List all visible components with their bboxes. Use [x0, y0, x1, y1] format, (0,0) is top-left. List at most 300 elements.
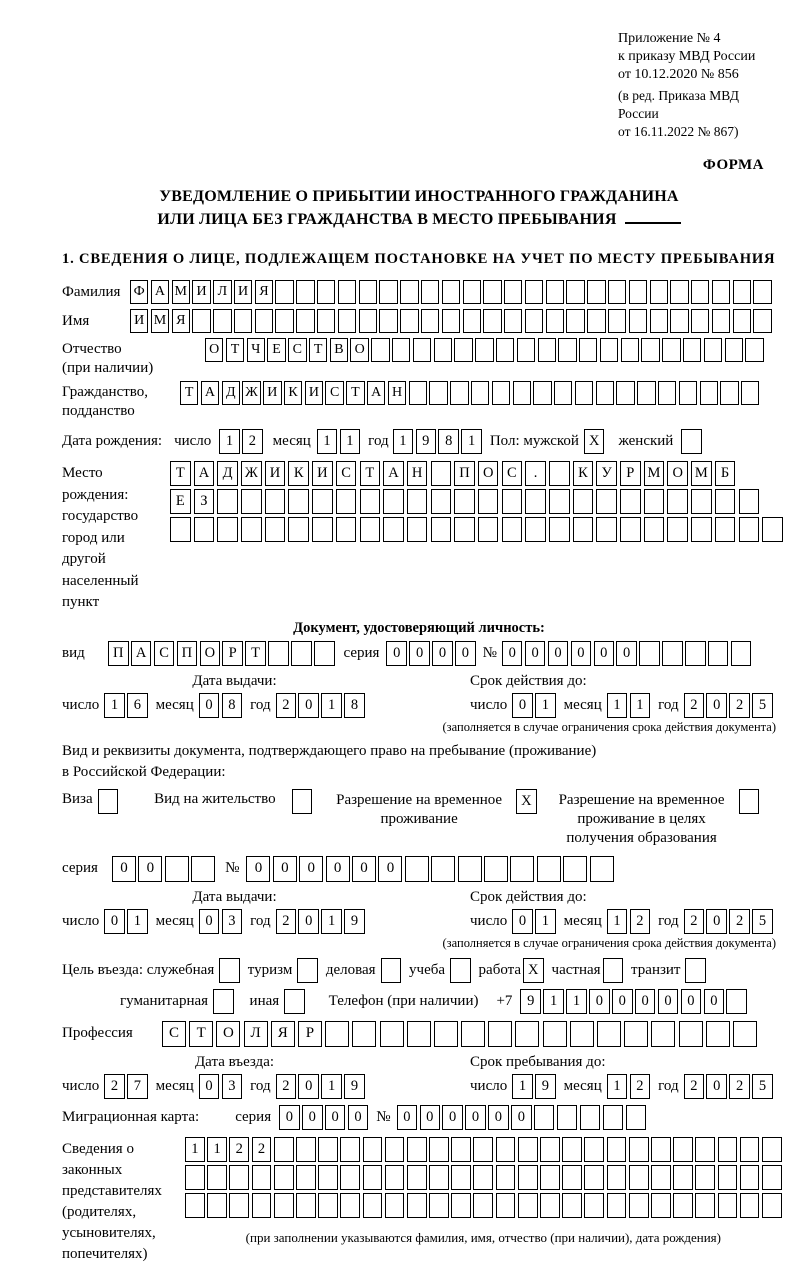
- char-box[interactable]: 0: [397, 1105, 418, 1130]
- char-box[interactable]: [461, 1021, 485, 1047]
- char-box[interactable]: 0: [612, 989, 633, 1014]
- char-box[interactable]: [603, 958, 624, 983]
- char-box[interactable]: [518, 1193, 538, 1218]
- char-box[interactable]: [217, 489, 238, 514]
- char-box[interactable]: Е: [267, 338, 285, 362]
- char-box[interactable]: 2: [729, 909, 750, 934]
- char-box[interactable]: 0: [525, 641, 546, 666]
- birthplace-boxes-line2[interactable]: [170, 489, 783, 514]
- char-box[interactable]: 1: [127, 909, 148, 934]
- char-box[interactable]: [454, 338, 472, 362]
- char-box[interactable]: [407, 1021, 431, 1047]
- char-box[interactable]: [252, 1165, 272, 1190]
- char-box[interactable]: [537, 856, 561, 882]
- char-box[interactable]: Д: [217, 461, 238, 486]
- char-box[interactable]: А: [383, 461, 404, 486]
- char-box[interactable]: [317, 309, 335, 333]
- char-box[interactable]: [525, 309, 543, 333]
- char-box[interactable]: 1: [185, 1137, 205, 1162]
- char-box[interactable]: [562, 1165, 582, 1190]
- char-box[interactable]: С: [502, 461, 523, 486]
- char-box[interactable]: [496, 1137, 516, 1162]
- char-box[interactable]: [192, 309, 210, 333]
- char-box[interactable]: [385, 1165, 405, 1190]
- char-box[interactable]: [762, 1165, 782, 1190]
- char-box[interactable]: 1: [321, 1074, 342, 1099]
- char-box[interactable]: [340, 1193, 360, 1218]
- char-box[interactable]: 0: [571, 641, 592, 666]
- char-box[interactable]: [392, 338, 410, 362]
- char-box[interactable]: 0: [706, 909, 727, 934]
- char-box[interactable]: И: [130, 309, 148, 333]
- char-box[interactable]: [363, 1137, 383, 1162]
- char-box[interactable]: [284, 989, 305, 1014]
- char-box[interactable]: [651, 1021, 675, 1047]
- char-box[interactable]: 2: [630, 909, 651, 934]
- char-box[interactable]: [429, 1193, 449, 1218]
- char-box[interactable]: [733, 280, 751, 304]
- char-box[interactable]: 1: [607, 1074, 628, 1099]
- char-box[interactable]: К: [284, 381, 302, 405]
- char-box[interactable]: 0: [635, 989, 656, 1014]
- char-box[interactable]: А: [367, 381, 385, 405]
- stay-series-boxes[interactable]: [112, 856, 215, 882]
- char-box[interactable]: [407, 489, 428, 514]
- char-box[interactable]: Ч: [247, 338, 265, 362]
- char-box[interactable]: [554, 381, 572, 405]
- char-box[interactable]: [400, 309, 418, 333]
- mig-number-boxes[interactable]: [397, 1105, 646, 1130]
- char-box[interactable]: [296, 309, 314, 333]
- char-box[interactable]: [596, 489, 617, 514]
- char-box[interactable]: [265, 489, 286, 514]
- char-box[interactable]: [442, 309, 460, 333]
- doc-issue-day-boxes[interactable]: [104, 693, 147, 718]
- char-box[interactable]: 1: [321, 693, 342, 718]
- purpose-business-checkbox[interactable]: [381, 958, 402, 983]
- char-box[interactable]: З: [194, 489, 215, 514]
- char-box[interactable]: 2: [229, 1137, 249, 1162]
- char-box[interactable]: [679, 381, 697, 405]
- char-box[interactable]: [629, 280, 647, 304]
- char-box[interactable]: 0: [299, 856, 323, 882]
- char-box[interactable]: [745, 338, 763, 362]
- char-box[interactable]: И: [192, 280, 210, 304]
- char-box[interactable]: [607, 1193, 627, 1218]
- purpose-study-checkbox[interactable]: [450, 958, 471, 983]
- char-box[interactable]: [731, 641, 752, 666]
- char-box[interactable]: 8: [344, 693, 365, 718]
- char-box[interactable]: [429, 1165, 449, 1190]
- char-box[interactable]: [597, 1021, 621, 1047]
- char-box[interactable]: [637, 381, 655, 405]
- char-box[interactable]: [312, 517, 333, 542]
- char-box[interactable]: [662, 641, 683, 666]
- citizenship-boxes[interactable]: [180, 381, 759, 405]
- char-box[interactable]: [563, 856, 587, 882]
- char-box[interactable]: Д: [222, 381, 240, 405]
- char-box[interactable]: [629, 309, 647, 333]
- profession-boxes[interactable]: [162, 1021, 757, 1047]
- char-box[interactable]: [429, 381, 447, 405]
- char-box[interactable]: [540, 1137, 560, 1162]
- char-box[interactable]: [413, 338, 431, 362]
- char-box[interactable]: 2: [242, 429, 263, 454]
- char-box[interactable]: О: [200, 641, 221, 666]
- char-box[interactable]: [641, 338, 659, 362]
- char-box[interactable]: [352, 1021, 376, 1047]
- char-box[interactable]: [338, 280, 356, 304]
- char-box[interactable]: 2: [276, 1074, 297, 1099]
- char-box[interactable]: А: [131, 641, 152, 666]
- char-box[interactable]: [691, 517, 712, 542]
- char-box[interactable]: [662, 338, 680, 362]
- char-box[interactable]: [685, 641, 706, 666]
- char-box[interactable]: [431, 517, 452, 542]
- char-box[interactable]: [363, 1165, 383, 1190]
- residence-permit-checkbox[interactable]: [292, 789, 313, 814]
- char-box[interactable]: Е: [170, 489, 191, 514]
- char-box[interactable]: 0: [199, 1074, 220, 1099]
- char-box[interactable]: [651, 1165, 671, 1190]
- char-box[interactable]: [525, 517, 546, 542]
- char-box[interactable]: [478, 517, 499, 542]
- char-box[interactable]: И: [312, 461, 333, 486]
- char-box[interactable]: 2: [104, 1074, 125, 1099]
- char-box[interactable]: В: [330, 338, 348, 362]
- char-box[interactable]: П: [177, 641, 198, 666]
- char-box[interactable]: [608, 309, 626, 333]
- char-box[interactable]: Ж: [241, 461, 262, 486]
- char-box[interactable]: [525, 280, 543, 304]
- char-box[interactable]: [496, 338, 514, 362]
- char-box[interactable]: [502, 517, 523, 542]
- char-box[interactable]: [450, 381, 468, 405]
- char-box[interactable]: [695, 1193, 715, 1218]
- char-box[interactable]: 6: [127, 693, 148, 718]
- char-box[interactable]: Л: [244, 1021, 268, 1047]
- char-box[interactable]: .: [525, 461, 546, 486]
- phone-boxes[interactable]: [520, 989, 747, 1014]
- char-box[interactable]: [405, 856, 429, 882]
- char-box[interactable]: [451, 1193, 471, 1218]
- char-box[interactable]: [725, 338, 743, 362]
- char-box[interactable]: 0: [616, 641, 637, 666]
- char-box[interactable]: [691, 489, 712, 514]
- legal-boxes-line1[interactable]: [185, 1137, 782, 1162]
- legal-boxes-line3[interactable]: [185, 1193, 782, 1218]
- char-box[interactable]: [540, 1193, 560, 1218]
- char-box[interactable]: [549, 517, 570, 542]
- char-box[interactable]: [534, 1105, 555, 1130]
- purpose-work-checkbox[interactable]: [523, 958, 544, 983]
- char-box[interactable]: 1: [607, 909, 628, 934]
- stayuntil-day-boxes[interactable]: [512, 1074, 555, 1099]
- char-box[interactable]: [683, 338, 701, 362]
- char-box[interactable]: [241, 517, 262, 542]
- char-box[interactable]: 0: [325, 1105, 346, 1130]
- char-box[interactable]: [620, 517, 641, 542]
- char-box[interactable]: М: [172, 280, 190, 304]
- char-box[interactable]: [562, 1137, 582, 1162]
- char-box[interactable]: [673, 1193, 693, 1218]
- char-box[interactable]: [275, 309, 293, 333]
- char-box[interactable]: И: [265, 461, 286, 486]
- char-box[interactable]: [194, 517, 215, 542]
- char-box[interactable]: 0: [594, 641, 615, 666]
- char-box[interactable]: Ф: [130, 280, 148, 304]
- char-box[interactable]: [733, 1021, 757, 1047]
- char-box[interactable]: [629, 1193, 649, 1218]
- char-box[interactable]: [651, 1137, 671, 1162]
- char-box[interactable]: 3: [222, 909, 243, 934]
- char-box[interactable]: [650, 309, 668, 333]
- char-box[interactable]: [533, 381, 551, 405]
- char-box[interactable]: [502, 489, 523, 514]
- char-box[interactable]: [471, 381, 489, 405]
- char-box[interactable]: С: [336, 461, 357, 486]
- char-box[interactable]: П: [108, 641, 129, 666]
- char-box[interactable]: [700, 381, 718, 405]
- char-box[interactable]: [409, 381, 427, 405]
- char-box[interactable]: [557, 1105, 578, 1130]
- char-box[interactable]: [360, 489, 381, 514]
- char-box[interactable]: 9: [416, 429, 437, 454]
- char-box[interactable]: [296, 1193, 316, 1218]
- char-box[interactable]: [525, 489, 546, 514]
- char-box[interactable]: [715, 517, 736, 542]
- char-box[interactable]: [429, 1137, 449, 1162]
- char-box[interactable]: А: [201, 381, 219, 405]
- char-box[interactable]: [380, 1021, 404, 1047]
- char-box[interactable]: 0: [502, 641, 523, 666]
- char-box[interactable]: [359, 309, 377, 333]
- char-box[interactable]: А: [151, 280, 169, 304]
- char-box[interactable]: 1: [219, 429, 240, 454]
- char-box[interactable]: 2: [684, 909, 705, 934]
- char-box[interactable]: [191, 856, 215, 882]
- char-box[interactable]: [584, 1165, 604, 1190]
- char-box[interactable]: [252, 1193, 272, 1218]
- char-box[interactable]: Т: [170, 461, 191, 486]
- char-box[interactable]: [400, 280, 418, 304]
- char-box[interactable]: [317, 280, 335, 304]
- char-box[interactable]: 1: [512, 1074, 533, 1099]
- char-box[interactable]: [566, 309, 584, 333]
- char-box[interactable]: [431, 856, 455, 882]
- char-box[interactable]: [381, 958, 402, 983]
- doc-valid-day-boxes[interactable]: [512, 693, 555, 718]
- char-box[interactable]: 9: [344, 909, 365, 934]
- char-box[interactable]: Т: [226, 338, 244, 362]
- stay-number-boxes[interactable]: [246, 856, 613, 882]
- char-box[interactable]: 3: [222, 1074, 243, 1099]
- char-box[interactable]: [219, 958, 240, 983]
- char-box[interactable]: [538, 338, 556, 362]
- char-box[interactable]: [371, 338, 389, 362]
- char-box[interactable]: [590, 856, 614, 882]
- char-box[interactable]: 2: [729, 693, 750, 718]
- char-box[interactable]: 0: [432, 641, 453, 666]
- char-box[interactable]: [726, 989, 747, 1014]
- char-box[interactable]: [644, 517, 665, 542]
- char-box[interactable]: [620, 489, 641, 514]
- name-boxes[interactable]: [130, 309, 772, 333]
- char-box[interactable]: М: [691, 461, 712, 486]
- char-box[interactable]: [296, 1137, 316, 1162]
- visa-checkbox[interactable]: [98, 789, 119, 814]
- char-box[interactable]: [673, 1165, 693, 1190]
- char-box[interactable]: [407, 1193, 427, 1218]
- char-box[interactable]: [573, 517, 594, 542]
- char-box[interactable]: [291, 641, 312, 666]
- char-box[interactable]: 2: [684, 1074, 705, 1099]
- char-box[interactable]: [549, 461, 570, 486]
- char-box[interactable]: [607, 1165, 627, 1190]
- char-box[interactable]: [185, 1165, 205, 1190]
- char-box[interactable]: X: [516, 789, 537, 814]
- char-box[interactable]: [587, 280, 605, 304]
- char-box[interactable]: [407, 1137, 427, 1162]
- char-box[interactable]: [488, 1021, 512, 1047]
- char-box[interactable]: [517, 338, 535, 362]
- char-box[interactable]: Т: [245, 641, 266, 666]
- char-box[interactable]: [562, 1193, 582, 1218]
- char-box[interactable]: [360, 517, 381, 542]
- char-box[interactable]: 0: [199, 909, 220, 934]
- char-box[interactable]: 1: [461, 429, 482, 454]
- stay-valid-year-boxes[interactable]: [684, 909, 773, 934]
- char-box[interactable]: 0: [279, 1105, 300, 1130]
- char-box[interactable]: Н: [388, 381, 406, 405]
- char-box[interactable]: [217, 517, 238, 542]
- birthplace-boxes-line3[interactable]: [170, 517, 783, 542]
- char-box[interactable]: [318, 1165, 338, 1190]
- char-box[interactable]: Т: [189, 1021, 213, 1047]
- char-box[interactable]: [185, 1193, 205, 1218]
- char-box[interactable]: 1: [207, 1137, 227, 1162]
- char-box[interactable]: [603, 1105, 624, 1130]
- purpose-humanitarian-checkbox[interactable]: [213, 989, 234, 1014]
- char-box[interactable]: [584, 1193, 604, 1218]
- stay-issue-year-boxes[interactable]: [276, 909, 365, 934]
- char-box[interactable]: [451, 1165, 471, 1190]
- char-box[interactable]: 2: [684, 693, 705, 718]
- char-box[interactable]: 0: [348, 1105, 369, 1130]
- char-box[interactable]: [596, 517, 617, 542]
- char-box[interactable]: [546, 280, 564, 304]
- char-box[interactable]: [255, 309, 273, 333]
- char-box[interactable]: [762, 517, 783, 542]
- char-box[interactable]: [626, 1105, 647, 1130]
- char-box[interactable]: И: [263, 381, 281, 405]
- birth-month-boxes[interactable]: [317, 429, 360, 454]
- char-box[interactable]: [473, 1165, 493, 1190]
- char-box[interactable]: У: [596, 461, 617, 486]
- char-box[interactable]: С: [162, 1021, 186, 1047]
- char-box[interactable]: [580, 1105, 601, 1130]
- char-box[interactable]: [274, 1193, 294, 1218]
- char-box[interactable]: [340, 1137, 360, 1162]
- char-box[interactable]: [483, 309, 501, 333]
- char-box[interactable]: 0: [104, 909, 125, 934]
- char-box[interactable]: [718, 1137, 738, 1162]
- char-box[interactable]: [650, 280, 668, 304]
- char-box[interactable]: Я: [172, 309, 190, 333]
- char-box[interactable]: [739, 489, 760, 514]
- birth-day-boxes[interactable]: [219, 429, 262, 454]
- char-box[interactable]: 0: [199, 693, 220, 718]
- char-box[interactable]: [695, 1165, 715, 1190]
- char-box[interactable]: [573, 489, 594, 514]
- char-box[interactable]: 2: [276, 693, 297, 718]
- char-box[interactable]: 1: [543, 989, 564, 1014]
- purpose-transit-checkbox[interactable]: [685, 958, 706, 983]
- char-box[interactable]: [297, 958, 318, 983]
- char-box[interactable]: [575, 381, 593, 405]
- char-box[interactable]: [296, 280, 314, 304]
- entry-day-boxes[interactable]: [104, 1074, 147, 1099]
- char-box[interactable]: 0: [298, 693, 319, 718]
- char-box[interactable]: [407, 517, 428, 542]
- legal-boxes-line2[interactable]: [185, 1165, 782, 1190]
- char-box[interactable]: 0: [298, 1074, 319, 1099]
- char-box[interactable]: М: [644, 461, 665, 486]
- char-box[interactable]: [475, 338, 493, 362]
- sex-male-checkbox[interactable]: [584, 429, 605, 454]
- char-box[interactable]: [733, 309, 751, 333]
- patronymic-boxes[interactable]: [205, 338, 764, 362]
- char-box[interactable]: [667, 517, 688, 542]
- char-box[interactable]: [383, 489, 404, 514]
- purpose-private-checkbox[interactable]: [603, 958, 624, 983]
- char-box[interactable]: [318, 1193, 338, 1218]
- char-box[interactable]: [691, 309, 709, 333]
- char-box[interactable]: [695, 1137, 715, 1162]
- char-box[interactable]: [540, 1165, 560, 1190]
- doc-issue-month-boxes[interactable]: [199, 693, 242, 718]
- char-box[interactable]: 1: [321, 909, 342, 934]
- char-box[interactable]: 2: [729, 1074, 750, 1099]
- char-box[interactable]: О: [216, 1021, 240, 1047]
- char-box[interactable]: [496, 1193, 516, 1218]
- char-box[interactable]: [265, 517, 286, 542]
- char-box[interactable]: 0: [138, 856, 162, 882]
- doc-valid-month-boxes[interactable]: [607, 693, 650, 718]
- char-box[interactable]: 0: [378, 856, 402, 882]
- char-box[interactable]: [484, 856, 508, 882]
- char-box[interactable]: К: [288, 461, 309, 486]
- char-box[interactable]: [624, 1021, 648, 1047]
- char-box[interactable]: 0: [658, 989, 679, 1014]
- char-box[interactable]: Р: [620, 461, 641, 486]
- char-box[interactable]: 0: [352, 856, 376, 882]
- entry-month-boxes[interactable]: [199, 1074, 242, 1099]
- char-box[interactable]: [762, 1193, 782, 1218]
- char-box[interactable]: [379, 309, 397, 333]
- char-box[interactable]: [318, 1137, 338, 1162]
- char-box[interactable]: 5: [752, 693, 773, 718]
- char-box[interactable]: [213, 309, 231, 333]
- temp-permit-checkbox[interactable]: [516, 789, 537, 814]
- char-box[interactable]: 0: [326, 856, 350, 882]
- char-box[interactable]: [363, 1193, 383, 1218]
- char-box[interactable]: [644, 489, 665, 514]
- char-box[interactable]: [458, 856, 482, 882]
- char-box[interactable]: [718, 1165, 738, 1190]
- char-box[interactable]: [685, 958, 706, 983]
- birth-year-boxes[interactable]: [393, 429, 482, 454]
